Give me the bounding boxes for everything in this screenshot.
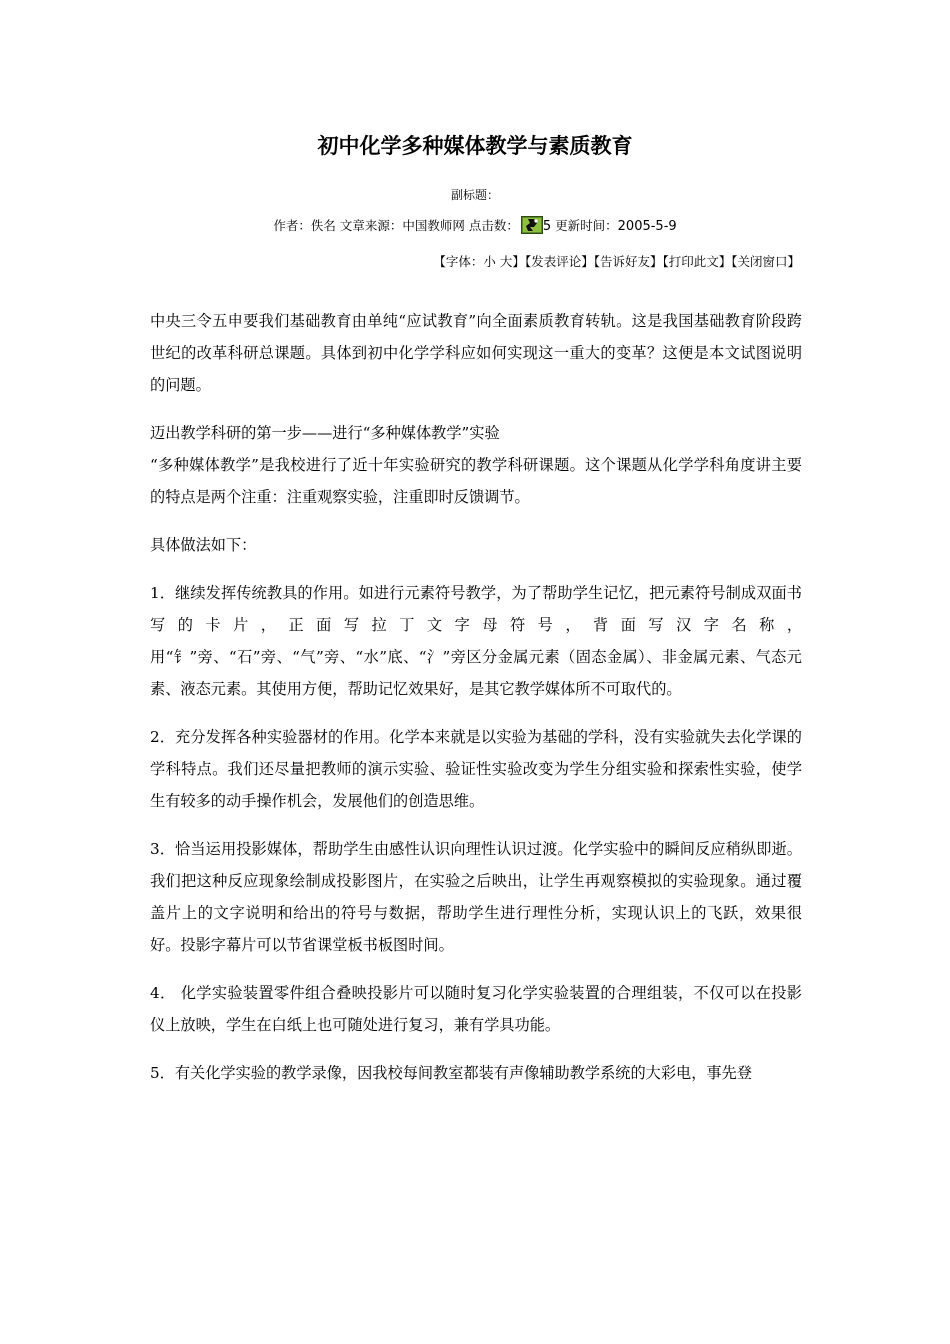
body-paragraph: 4． 化学实验装置零件组合叠映投影片可以随时复习化学实验装置的合理组装，不仅可以在投影仪上放映，学生在白纸上也可随处进行复习，兼有学具功能。 [150,984,802,1034]
body-paragraph: 1．继续发挥传统教具的作用。如进行元素符号教学，为了帮助学生记忆，把元素符号制成双面书写的卡片，正面写拉丁文字母符号，背面写汉字名称，用“钅”旁、“石”旁、“气”旁、“水”底、“氵”旁区分金属元素（固态金属）、非金属元素、气态元素、液态元素。其使用方便，帮助记忆效果好，是其它教学媒体所不可取代的。 [150,584,802,698]
updated-label: 更新时间： [555,218,618,233]
clicks-value: 5 [542,219,552,234]
print-article-link[interactable]: 【打印此文】 [662,254,732,269]
font-small-link[interactable]: 小 [483,254,496,269]
source-label: 文章来源： [339,218,403,233]
close-window-link[interactable]: 【关闭窗口】 [731,254,800,269]
article-toolbar [150,252,800,272]
body-paragraph: 具体做法如下： [150,536,257,554]
source-value: 中国教师网 [402,218,465,233]
tell-friend-link[interactable]: 【告诉好友】 [593,254,663,269]
body-paragraph: “多种媒体教学”是我校进行了近十年实验研究的教学科研课题。这个课题从化学学科角度讲主要的特点是两个注重：注重观察实验，注重即时反馈调节。 [150,456,802,506]
font-size-close: 】 [512,254,525,269]
body-paragraph: 2．充分发挥各种实验器材的作用。化学本来就是以实验为基础的学科，没有实验就失去化学课的学科特点。我们还尽量把教师的演示实验、验证性实验改变为学生分组实验和探索性实验，使学生有较多的动手操作机会，发展他们的创造思维。 [150,728,802,810]
subtitle-label: 副标题： [450,188,499,202]
click-counter-icon [521,216,543,234]
section-heading: 迈出教学科研的第一步——进行“多种媒体教学”实验 [150,424,500,442]
body-paragraph: 中央三令五申要我们基础教育由单纯“应试教育”向全面素质教育转轨。这是我国基础教育阶段跨世纪的改革科研总课题。具体到初中化学学科应如何实现这一重大的变革？这便是本文试图说明的问题。 [150,312,802,394]
body-paragraph: 3．恰当运用投影媒体，帮助学生由感性认识向理性认识过渡。化学实验中的瞬间反应稍纵即逝。我们把这种反应现象绘制成投影图片，在实验之后映出，让学生再观察模拟的实验现象。通过覆盖片上的文字说明和给出的符号与数据，帮助学生进行理性分析，实现认识上的飞跃，效果很好。投影字幕片可以节省课堂板书板图时间。 [150,840,802,954]
author-label: 作者： [273,218,311,233]
post-comment-link[interactable]: 【发表评论】 [524,254,594,269]
font-size-open: 【字体： [433,254,484,269]
clicks-label: 点击数： [468,218,519,233]
updated-value: 2005-5-9 [617,219,677,234]
body-paragraph: 5．有关化学实验的教学录像，因我校每间教室都装有声像辅助教学系统的大彩电，事先登 [150,1064,752,1082]
article-body [150,305,802,1105]
article-title: 初中化学多种媒体教学与素质教育 [317,134,633,158]
author-value: 佚名 [310,218,336,233]
article-meta [150,216,800,237]
font-large-link[interactable]: 大 [499,254,513,269]
